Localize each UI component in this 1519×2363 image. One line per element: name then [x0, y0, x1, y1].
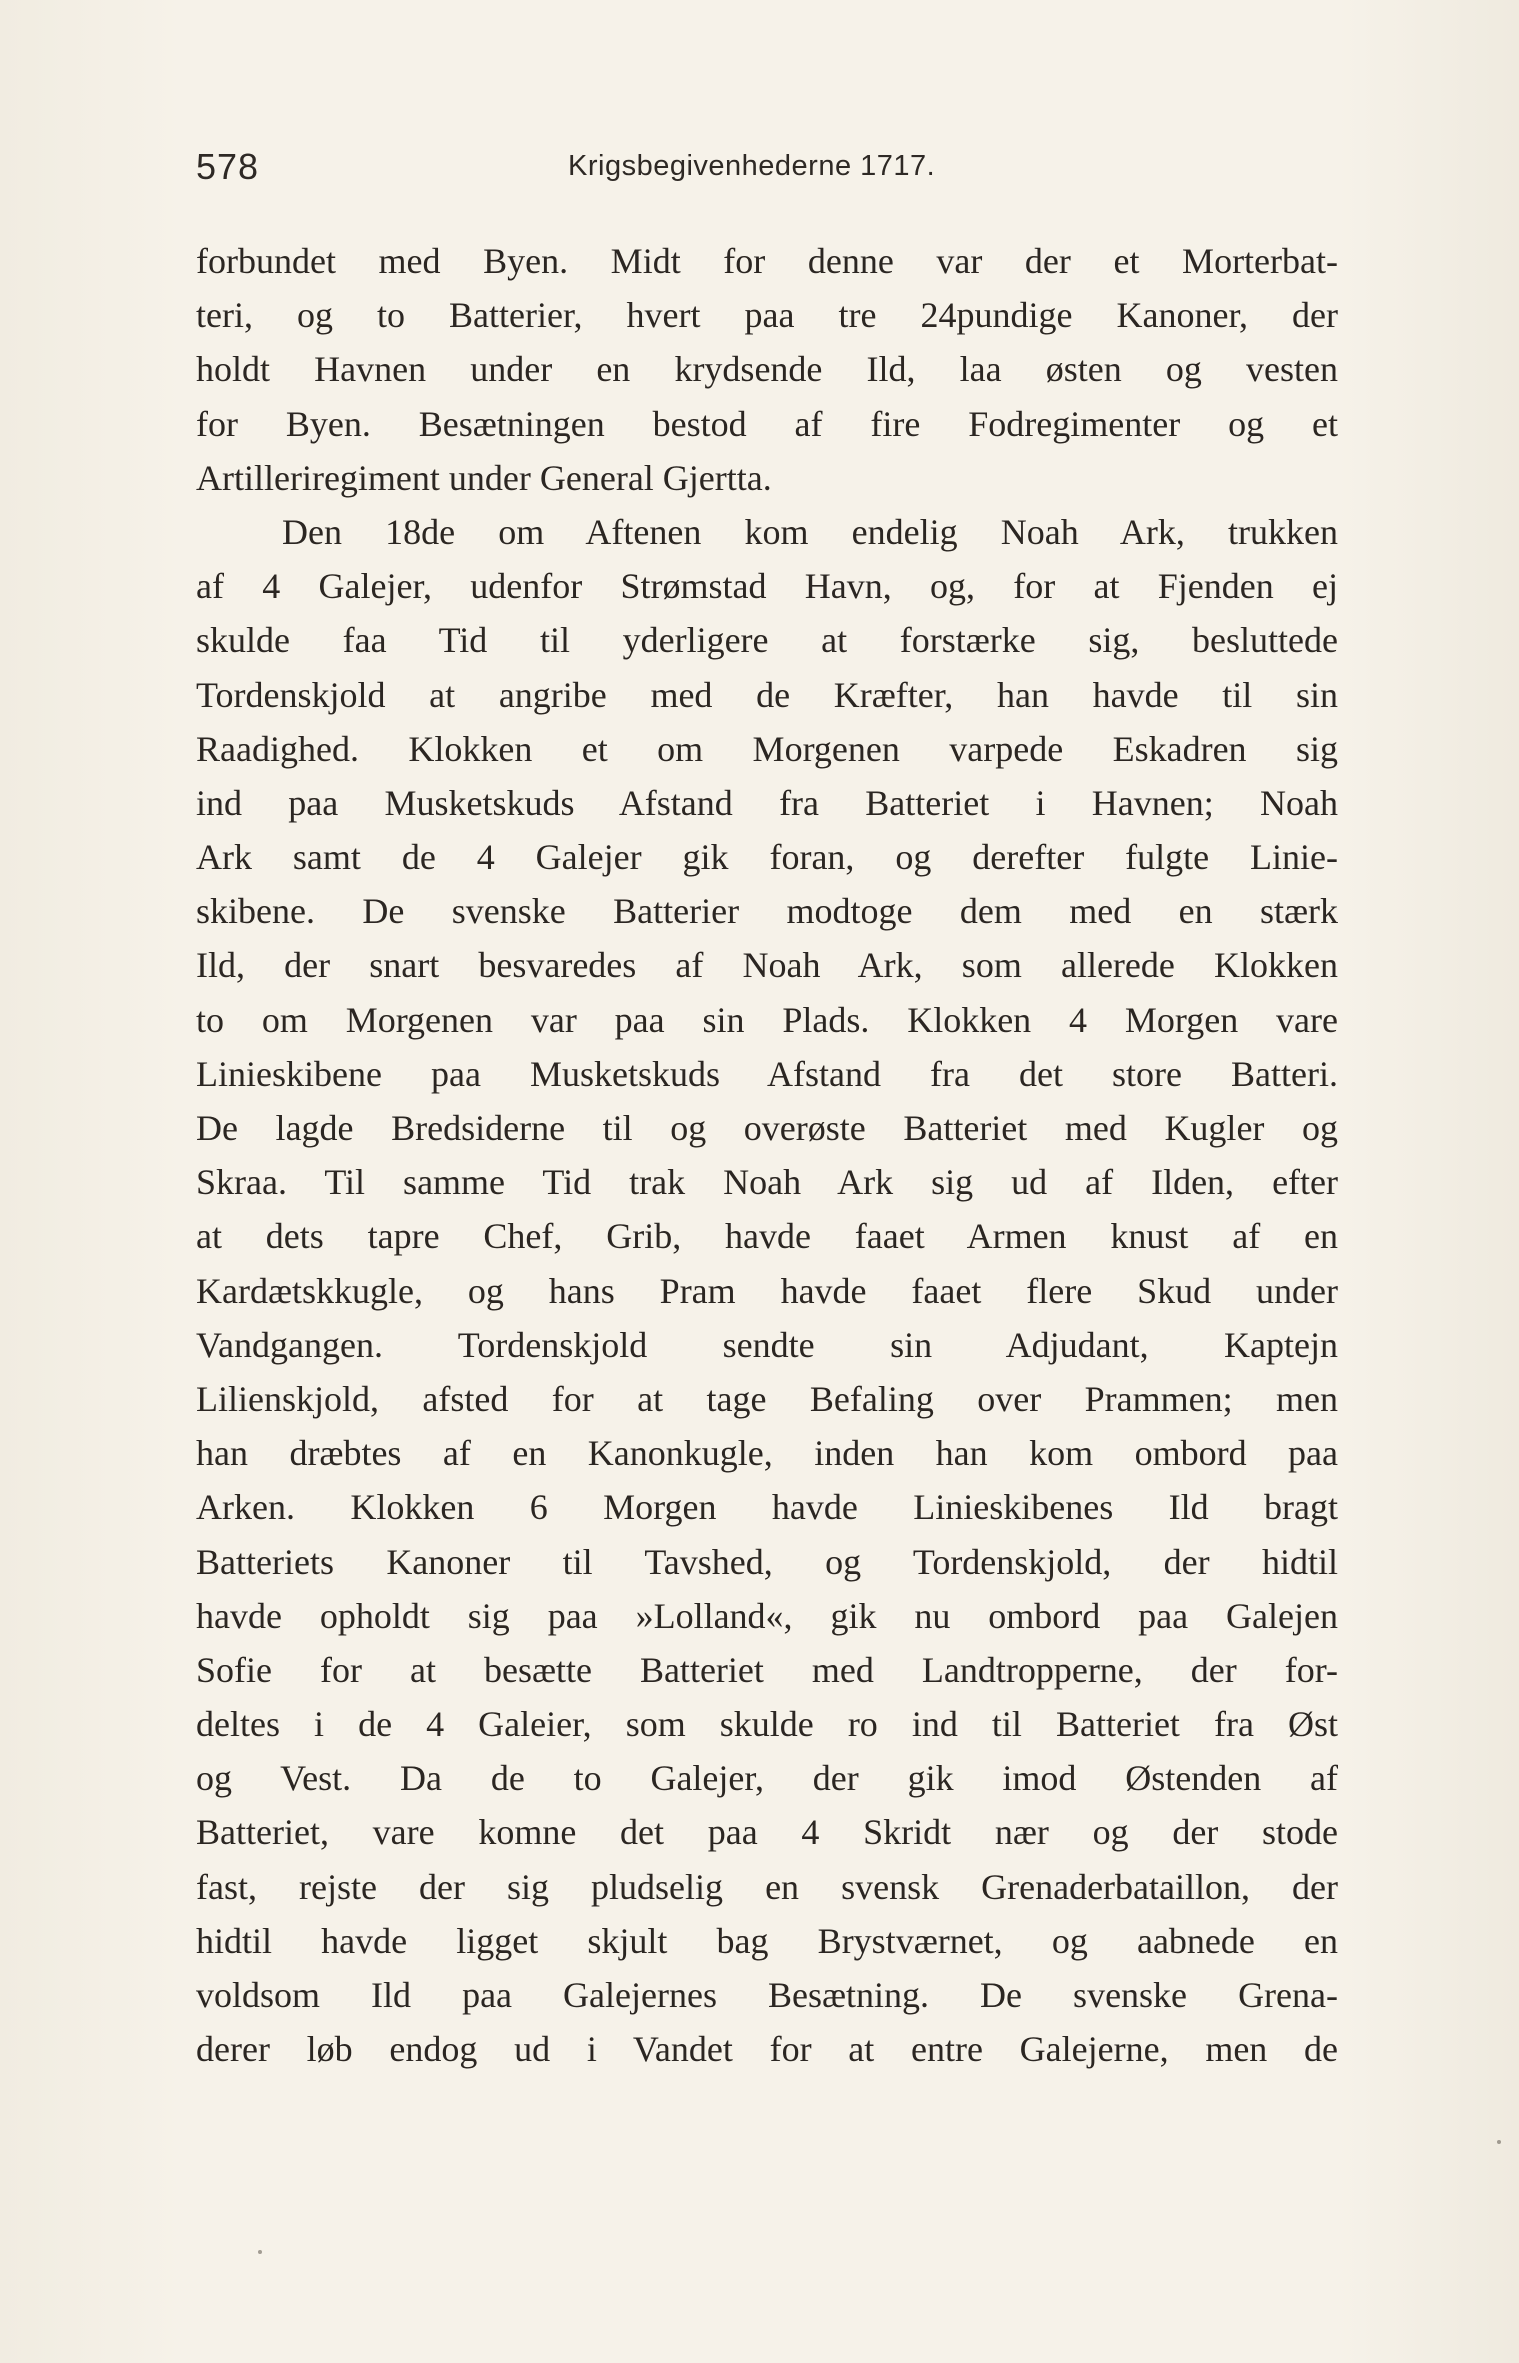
text-line: Sofie for at besætte Batteriet med Landtropperne, der for- — [196, 1649, 1338, 1690]
text-line: to om Morgenen var paa sin Plads. Klokken 4 Morgen vare — [196, 999, 1338, 1040]
text-line: Lilienskjold, afsted for at tage Befaling over Prammen; men — [196, 1378, 1338, 1419]
body-text — [196, 234, 1338, 2076]
text-line: Raadighed. Klokken et om Morgenen varpede Eskadren sig — [196, 728, 1338, 769]
text-line: Artilleriregiment under General Gjertta. — [196, 457, 772, 498]
text-line: Ark samt de 4 Galejer gik foran, og derefter fulgte Linie- — [196, 837, 1338, 878]
text-line: at dets tapre Chef, Grib, havde faaet Armen knust af en — [196, 1216, 1338, 1257]
running-title: Krigsbegivenhederne 1717. — [568, 150, 936, 182]
running-head — [196, 146, 1336, 196]
text-line: skibene. De svenske Batterier modtoge dem med en stærk — [196, 891, 1338, 932]
paper-speck — [1497, 2140, 1501, 2144]
text-line: Ild, der snart besvaredes af Noah Ark, som allerede Klokken — [196, 945, 1338, 986]
text-line: ind paa Musketskuds Afstand fra Batteriet i Havnen; Noah — [196, 782, 1338, 823]
paper-speck — [258, 2250, 262, 2254]
text-line: Batteriet, vare komne det paa 4 Skridt nær og der stode — [196, 1812, 1338, 1853]
text-line: Den 18de om Aftenen kom endelig Noah Ark, trukken — [282, 511, 1338, 552]
page-number: 578 — [196, 146, 260, 187]
text-line: Tordenskjold at angribe med de Kræfter, han havde til sin — [196, 674, 1338, 715]
text-line: fast, rejste der sig pludselig en svensk Grenaderbataillon, der — [196, 1866, 1338, 1907]
text-line: Linieskibene paa Musketskuds Afstand fra det store Batteri. — [196, 1053, 1338, 1094]
text-line: Kardætskkugle, og hans Pram havde faaet flere Skud under — [196, 1270, 1338, 1311]
text-line: deltes i de 4 Galeier, som skulde ro ind til Batteriet fra Øst — [196, 1704, 1338, 1745]
text-line: Batteriets Kanoner til Tavshed, og Tordenskjold, der hidtil — [196, 1541, 1338, 1582]
text-line: De lagde Bredsiderne til og overøste Batteriet med Kugler og — [196, 1108, 1338, 1148]
text-line: for Byen. Besætningen bestod af fire Fodregimenter og et — [196, 403, 1338, 444]
text-line: teri, og to Batterier, hvert paa tre 24pundige Kanoner, der — [196, 295, 1338, 336]
text-line: hidtil havde ligget skjult bag Brystværnet, og aabnede en — [196, 1920, 1338, 1961]
text-line: Skraa. Til samme Tid trak Noah Ark sig ud af Ilden, efter — [196, 1162, 1338, 1203]
text-line: Vandgangen. Tordenskjold sendte sin Adjudant, Kaptejn — [196, 1324, 1338, 1365]
text-line: voldsom Ild paa Galejernes Besætning. De svenske Grena- — [196, 1975, 1338, 2015]
text-line: og Vest. Da de to Galejer, der gik imod Østenden af — [196, 1758, 1338, 1799]
text-line: havde opholdt sig paa »Lolland«, gik nu ombord paa Galejen — [196, 1595, 1338, 1636]
text-line: han dræbtes af en Kanonkugle, inden han kom ombord paa — [196, 1433, 1338, 1474]
text-line: af 4 Galejer, udenfor Strømstad Havn, og, for at Fjenden ej — [196, 566, 1338, 607]
text-line: holdt Havnen under en krydsende Ild, laa østen og vesten — [196, 349, 1338, 390]
text-line: skulde faa Tid til yderligere at forstærke sig, besluttede — [196, 620, 1338, 661]
text-line: forbundet med Byen. Midt for denne var der et Morterbat- — [196, 241, 1338, 281]
text-line: Arken. Klokken 6 Morgen havde Linieskibenes Ild bragt — [196, 1487, 1338, 1528]
text-line: derer løb endog ud i Vandet for at entre Galejerne, men de — [196, 2029, 1338, 2070]
